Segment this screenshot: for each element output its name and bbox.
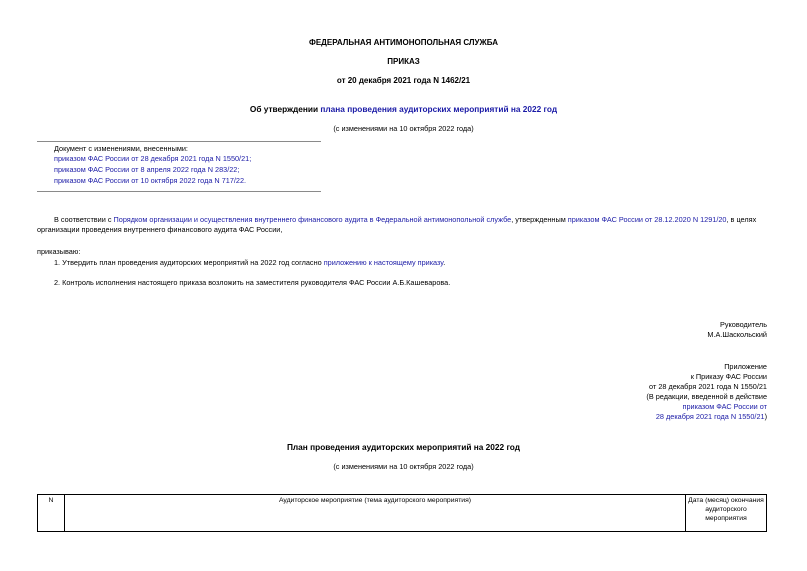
amendment-link-3[interactable]: приказом ФАС России от 10 октября 2022 года N 717/22.	[54, 176, 247, 185]
doc-type: ПРИКАЗ	[387, 57, 420, 66]
plan-table	[37, 494, 767, 532]
item1-end: .	[443, 258, 446, 267]
amendment-link-1[interactable]: приказом ФАС России от 28 декабря 2021 года N 1550/21;	[54, 154, 252, 163]
plan-table-header-row	[38, 495, 767, 532]
signature-role: Руководитель	[719, 320, 767, 329]
preamble-line-1	[54, 215, 770, 224]
title-link[interactable]: плана проведения аудиторских мероприятий на 2022 год	[320, 104, 558, 114]
order-word: приказываю:	[37, 247, 81, 256]
doc-date-number: от 20 декабря 2021 года N 1462/21	[336, 76, 471, 85]
signature-name: М.А.Шаскольский	[707, 330, 767, 339]
appendix-edition-link-1[interactable]: приказом ФАС России от	[682, 402, 767, 411]
col-number: N	[38, 495, 65, 532]
order-item-1	[54, 258, 445, 267]
appendix-edition: (В редакции, введенной в действие	[646, 392, 767, 401]
appendix-date: от 28 декабря 2021 года N 1550/21	[649, 382, 767, 391]
appendix-edition-link-2[interactable]: 28 декабря 2021 года N 1550/21	[655, 412, 765, 421]
preamble-line-2: организации проведения внутреннего финансового аудита ФАС России,	[37, 225, 283, 234]
col-end-date: Дата (месяц) окончания аудиторского мероприятия	[686, 495, 767, 532]
preamble-text-a: В соответствии с	[54, 215, 114, 224]
agency-name: ФЕДЕРАЛЬНАЯ АНТИМОНОПОЛЬНАЯ СЛУЖБА	[309, 38, 498, 47]
title-prefix: Об утверждении	[249, 104, 321, 114]
appendix-link[interactable]: приложению к настоящему приказу	[323, 258, 444, 267]
amendments-bottom-divider	[37, 191, 321, 192]
amendments-intro: Документ с изменениями, внесенными:	[54, 144, 188, 153]
preamble-text-c: , в целях	[726, 215, 757, 224]
plan-title: План проведения аудиторских мероприятий на 2022 год	[286, 442, 521, 452]
procedure-link[interactable]: Порядком организации и осуществления внутреннего финансового аудита в Федеральной антимонопольной службе	[113, 215, 512, 224]
preamble-text-b: , утвержденным	[511, 215, 568, 224]
appendix-to-order: к Приказу ФАС России	[690, 372, 767, 381]
order-2020-link[interactable]: приказом ФАС России от 28.12.2020 N 1291/20	[567, 215, 727, 224]
amendment-link-2[interactable]: приказом ФАС России от 8 апреля 2022 года N 283/22;	[54, 165, 240, 174]
order-item-2: 2. Контроль исполнения настоящего приказа возложить на заместителя руководителя ФАС России А.Б.Кашеварова.	[54, 278, 451, 287]
document-title	[0, 104, 807, 114]
plan-changes-note: (с изменениями на 10 октября 2022 года)	[333, 462, 474, 471]
col-event: Аудиторское мероприятие (тема аудиторского мероприятия)	[65, 495, 686, 532]
changes-note: (с изменениями на 10 октября 2022 года)	[333, 124, 474, 133]
appendix-edition-line	[656, 412, 767, 421]
amendments-top-divider	[37, 141, 321, 142]
item1-text: 1. Утвердить план проведения аудиторских мероприятий на 2022 год согласно	[54, 258, 324, 267]
appendix-label: Приложение	[724, 362, 767, 371]
appendix-edition-close: )	[764, 412, 767, 421]
